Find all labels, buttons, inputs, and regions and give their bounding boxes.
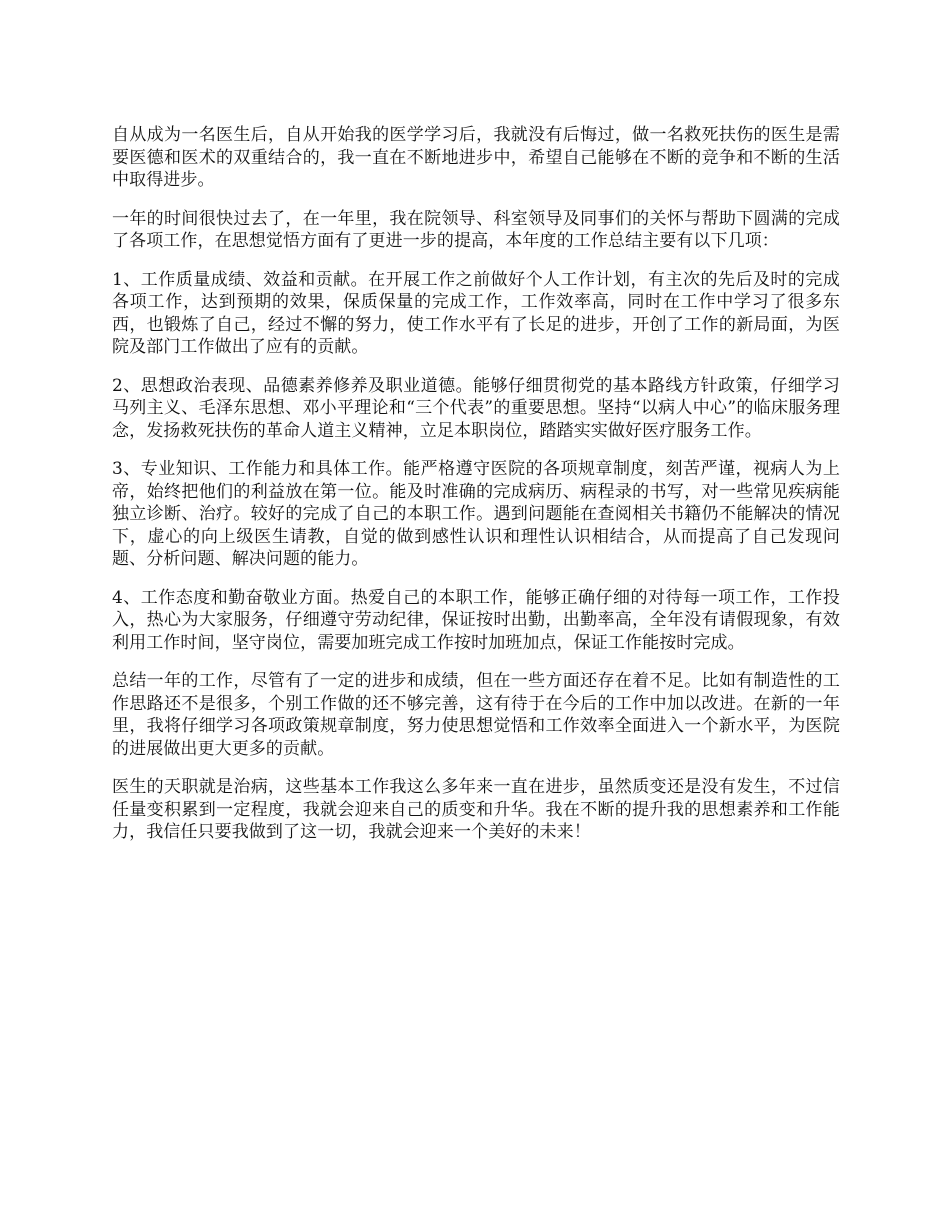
paragraph-intro: 自从成为一名医生后，自从开始我的医学学习后，我就没有后悔过，做一名救死扶伤的医生是需要医德和医术的双重结合的，我一直在不断地进步中，希望自己能够在不断的竞争和不断的生活中取得进步。 bbox=[112, 125, 840, 190]
paragraph-conclusion: 医生的天职就是治病，这些基本工作我这么多年来一直在进步，虽然质变还是没有发生，不过信任量变积累到一定程度，我就会迎来自己的质变和升华。我在不断的提升我的思想素养和工作能力，我信任只要我做到了这一切，我就会迎来一个美好的未来！ bbox=[112, 777, 840, 842]
document-body bbox=[112, 124, 840, 860]
paragraph-item-2: 2、思想政治表现、品德素养修养及职业道德。能够仔细贯彻党的基本路线方针政策，仔细学习马列主义、毛泽东思想、邓小平理论和“三个代表”的重要思想。坚持“以病人中心”的临床服务理念，发扬救死扶伤的革命人道主义精神，立足本职岗位，踏踏实实做好医疗服务工作。 bbox=[112, 375, 840, 441]
paragraph-summary: 总结一年的工作，尽管有了一定的进步和成绩，但在一些方面还存在着不足。比如有制造性的工作思路还不是很多，个别工作做的还不够完善，这有待于在今后的工作中加以改进。在新的一年里，我将仔细学习各项政策规章制度，努力使思想觉悟和工作效率全面进入一个新水平，为医院的进展做出更大更多的贡献。 bbox=[112, 671, 840, 759]
paragraph-overview: 一年的时间很快过去了，在一年里，我在院领导、科室领导及同事们的关怀与帮助下圆满的完成了各项工作，在思想觉悟方面有了更进一步的提高，本年度的工作总结主要有以下几项： bbox=[112, 208, 840, 251]
paragraph-item-4: 4、工作态度和勤奋敬业方面。热爱自己的本职工作，能够正确仔细的对待每一项工作，工作投入，热心为大家服务，仔细遵守劳动纪律，保证按时出勤，出勤率高，全年没有请假现象，有效利用工作时间，坚守岗位，需要加班完成工作按时加班加点，保证工作能按时完成。 bbox=[112, 587, 840, 653]
paragraph-item-3: 3、专业知识、工作能力和具体工作。能严格遵守医院的各项规章制度，刻苦严谨，视病人为上帝，始终把他们的利益放在第一位。能及时准确的完成病历、病程录的书写，对一些常见疾病能独立诊断、治疗。较好的完成了自己的本职工作。遇到问题能在查阅相关书籍仍不能解决的情况下，虚心的向上级医生请教，自觉的做到感性认识和理性认识相结合，从而提高了自己发现问题、分析问题、解决问题的能力。 bbox=[112, 459, 840, 569]
paragraph-item-1: 1、工作质量成绩、效益和贡献。在开展工作之前做好个人工作计划，有主次的先后及时的完成各项工作，达到预期的效果，保质保量的完成工作，工作效率高，同时在工作中学习了很多东西，也锻炼了自己，经过不懈的努力，使工作水平有了长足的进步，开创了工作的新局面，为医院及部门工作做出了应有的贡献。 bbox=[112, 269, 840, 357]
